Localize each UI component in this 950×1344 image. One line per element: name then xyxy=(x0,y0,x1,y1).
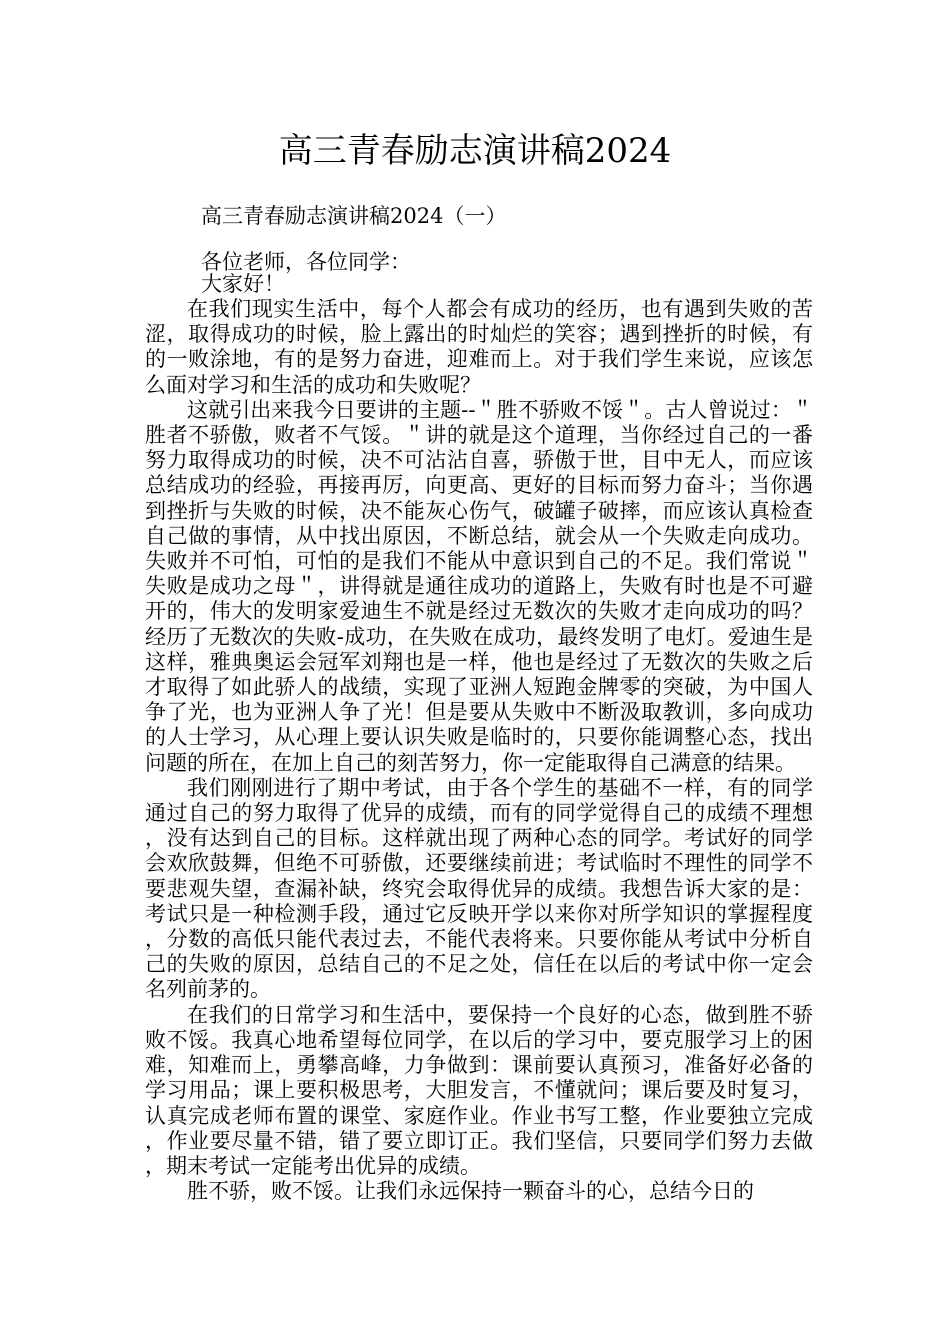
document-title: 高三青春励志演讲稿2024 xyxy=(278,131,672,171)
salutation-line: 各位老师，各位同学： xyxy=(201,250,411,274)
paragraph: 我们刚刚进行了期中考试，由于各个学生的基础不一样，有的同学通过自己的努力取得了优异的成绩，而有的同学觉得自己的成绩不理想，没有达到自己的目标。这样就出现了两种心态的同学。考试好的同学会欢欣鼓舞，但绝不可骄傲，还要继续前进；考试临时不理性的同学不要悲观失望，查漏补缺，终究会取得优异的成绩。我想告诉大家的是：考试只是一种检测手段，通过它反映开学以来你对所学知识的掌握程度，分数的高低只能代表过去，不能代表将来。只要你能从考试中分析自己的失败的原因，总结自己的不足之处，信任在以后的考试中你一定会名列前茅的。 xyxy=(145,775,813,1002)
paragraph: 在我们的日常学习和生活中，要保持一个良好的心态，做到胜不骄败不馁。我真心地希望每位同学，在以后的学习中，要克服学习上的困难，知难而上，勇攀高峰，力争做到：课前要认真预习，准备好必备的学习用品；课上要积极思考，大胆发言，不懂就问；课后要及时复习，认真完成老师布置的课堂、家庭作业。作业书写工整，作业要独立完成，作业要尽量不错，错了要立即订正。我们坚信，只要同学们努力去做，期末考试一定能考出优异的成绩。 xyxy=(145,1002,813,1178)
document-subtitle: 高三青春励志演讲稿2024（一） xyxy=(201,204,507,228)
paragraph: 在我们现实生活中，每个人都会有成功的经历，也有遇到失败的苦涩，取得成功的时候，脸上露出的时灿烂的笑容；遇到挫折的时候，有的一败涂地，有的是努力奋进，迎难而上。对于我们学生来说，应该怎么面对学习和生活的成功和失败呢？ xyxy=(145,297,813,397)
paragraph: 胜不骄，败不馁。让我们永远保持一颗奋斗的心，总结今日的 xyxy=(187,1179,754,1204)
paragraph: 这就引出来我今日要讲的主题--＂胜不骄败不馁＂。古人曾说过：＂胜者不骄傲，败者不气馁。＂讲的就是这个道理，当你经过自己的一番努力取得成功的时候，决不可沾沾自喜，骄傲于世，目中无人，而应该总结成功的经验，再接再厉，向更高、更好的目标而努力奋斗；当你遇到挫折与失败的时候，决不能灰心伤气，破罐子破摔，而应该认真检查自己做的事情，从中找出原因，不断总结，就会从一个失败走向成功。失败并不可怕，可怕的是我们不能从中意识到自己的不足。我们常说＂失败是成功之母＂，讲得就是通往成功的道路上，失败有时也是不可避开的，伟大的发明家爱迪生不就是经过无数次的失败才走向成功的吗？经历了无数次的失败-成功，在失败在成功，最终发明了电灯。爱迪生是这样，雅典奥运会冠军刘翔也是一样，他也是经过了无数次的失败之后才取得了如此骄人的战绩，实现了亚洲人短跑金牌零的突破，为中国人争了光，也为亚洲人争了光！但是要从失败中不断汲取教训，多向成功的人士学习，从心理上要认识失败是临时的，只要你能调整心态，找出问题的所在，在加上自己的刻苦努力，你一定能取得自己满意的结果。 xyxy=(145,397,813,775)
greeting-line: 大家好！ xyxy=(201,272,285,296)
speech-body xyxy=(145,297,813,1204)
